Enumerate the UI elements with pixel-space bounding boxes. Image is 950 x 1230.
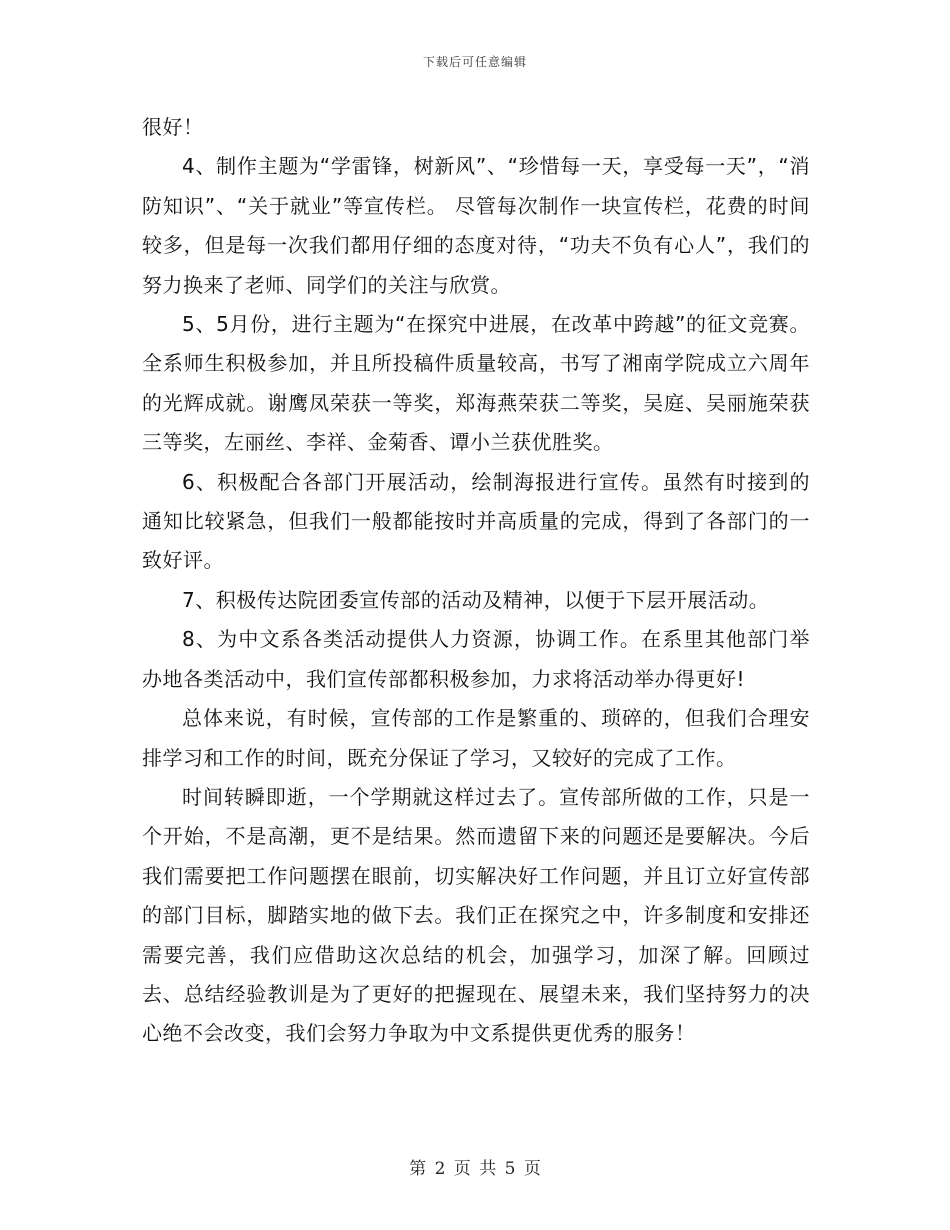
paragraph-conclusion: 时间转瞬即逝，一个学期就这样过去了。宣传部所做的工作，只是一个开始，不是高潮，更不是结果。然而遗留下来的问题还是要解决。今后我们需要把工作问题摆在眼前，切实解决好工作问题，并且订立好宣传部的部门目标，脚踏实地的做下去。我们正在探究之中，许多制度和安排还需要完善，我们应借助这次总结的机会，加强学习，加深了解。回顾过去、总结经验教训是为了更好的把握现在、展望未来，我们坚持努力的决心绝不会改变，我们会努力争取为中文系提供更优秀的服务！ <box>142 784 810 1046</box>
paragraph-item-4: 4、制作主题为“学雷锋，树新风”、“珍惜每一天，享受每一天”，“消防知识”、“关于就业”等宣传栏。 尽管每次制作一块宣传栏，花费的时间较多，但是每一次我们都用仔细的态度对待，“功夫不负有心人”，我们的努力换来了老师、同学们的关注与欣赏。 <box>142 154 810 297</box>
paragraph-item-8: 8、为中文系各类活动提供人力资源，协调工作。在系里其他部门举办地各类活动中，我们宣传部都积极参加，力求将活动举办得更好! <box>142 627 810 691</box>
paragraph-item-7: 7、积极传达院团委宣传部的活动及精神，以便于下层开展活动。 <box>182 587 770 612</box>
paragraph-item-6: 6、积极配合各部门开展活动，绘制海报进行宣传。虽然有时接到的通知比较紧急，但我们一般都能按时并高质量的完成，得到了各部门的一致好评。 <box>142 469 810 573</box>
paragraph-summary: 总体来说，有时候，宣传部的工作是繁重的、琐碎的，但我们合理安排学习和工作的时间，既充分保证了学习，又较好的完成了工作。 <box>142 706 810 770</box>
page-number-footer: 第 2 页 共 5 页 <box>409 1159 541 1179</box>
page-header: 下载后可任意编辑 <box>422 55 527 69</box>
paragraph-item-5: 5、5月份，进行主题为“在探究中进展，在改革中跨越”的征文竞赛。全系师生积极参加，并且所投稿件质量较高，书写了湘南学院成立六周年的光辉成就。谢鹰凤荣获一等奖，郑海燕荣获二等奖，吴庭、吴丽施荣获三等奖，左丽丝、李祥、金菊香、谭小兰获优胜奖。 <box>142 312 810 455</box>
document-body <box>142 108 810 1054</box>
paragraph-continuation: 很好！ <box>142 115 204 139</box>
